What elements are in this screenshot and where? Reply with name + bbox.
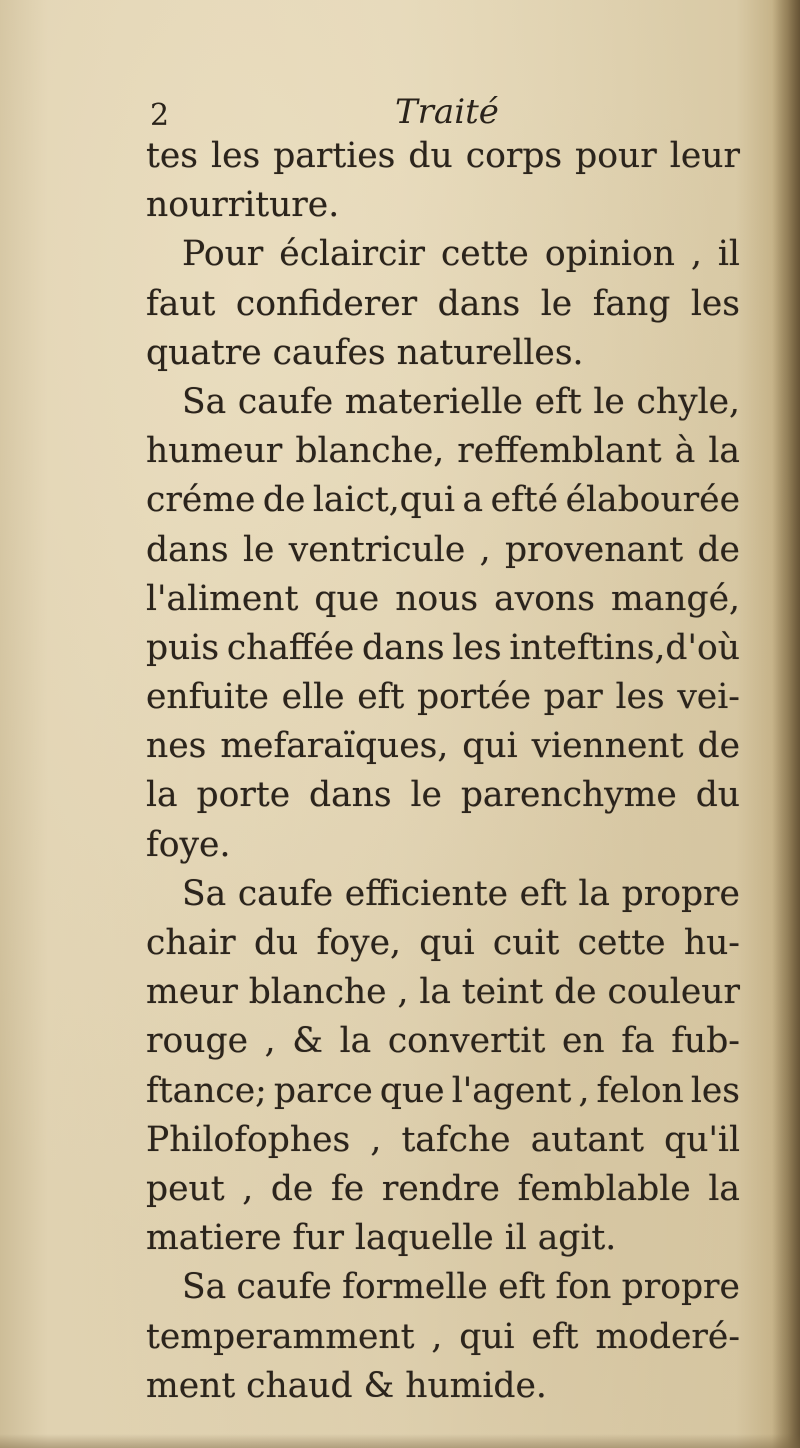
word: de: [270, 1168, 314, 1209]
word: ,: [431, 1316, 443, 1357]
text-line: [146, 624, 740, 673]
word: la: [708, 1168, 740, 1209]
word: le: [540, 283, 573, 324]
text-line: [146, 1067, 740, 1116]
word: le: [242, 529, 275, 570]
binding-gutter: [772, 0, 800, 1448]
word: propre: [621, 1267, 740, 1308]
text-line-content: matiere fur laquelle il agit.: [146, 1218, 617, 1259]
word: le: [410, 775, 442, 816]
word: blanche,: [295, 431, 445, 472]
text-line: [146, 526, 740, 575]
word: portée: [416, 677, 531, 718]
word: eft: [519, 873, 567, 914]
word: du: [695, 775, 740, 816]
text-line: [146, 329, 740, 378]
word: parce: [273, 1070, 373, 1111]
text-line-content: nourriture.: [146, 185, 340, 226]
word: qui: [459, 1316, 515, 1357]
word: fang: [592, 283, 671, 324]
word: dans: [146, 529, 229, 570]
text-line: [146, 1362, 740, 1411]
word: moderé-: [595, 1316, 740, 1357]
word: de: [697, 529, 740, 570]
text-line: [146, 1017, 740, 1066]
word: les: [615, 677, 665, 718]
word: hu-: [683, 923, 740, 963]
word: ,: [397, 972, 409, 1013]
text-line: [146, 1165, 740, 1214]
body-text: [146, 132, 740, 1411]
word: &: [292, 1021, 323, 1062]
word: que: [379, 1070, 445, 1111]
text-line: [146, 476, 740, 525]
text-line: [146, 673, 740, 722]
word: ,: [479, 529, 491, 570]
text-line: [146, 870, 740, 919]
word: créme: [146, 480, 256, 521]
word: ventricule: [288, 529, 466, 570]
word: la: [339, 1021, 372, 1062]
text-line: [146, 181, 740, 230]
word: couleur: [607, 972, 740, 1013]
word: les: [211, 136, 261, 176]
word: corps: [465, 136, 563, 176]
word: rouge: [146, 1021, 248, 1062]
word: inteftins,d'où: [509, 627, 740, 668]
word: propre: [621, 873, 740, 914]
word: humeur: [146, 431, 283, 472]
word: viennent: [531, 726, 684, 767]
word: autant: [530, 1119, 645, 1160]
word: convertit: [387, 1021, 546, 1062]
word: confiderer: [235, 283, 418, 324]
word: opinion: [544, 234, 675, 275]
word: elle: [281, 677, 345, 718]
text-line-content: quatre caufes naturelles.: [146, 332, 584, 373]
text-line-content: ment chaud & humide.: [146, 1365, 547, 1406]
word: ftance;: [146, 1070, 267, 1111]
text-line: [146, 722, 740, 771]
word: fe: [331, 1168, 365, 1209]
word: dans: [437, 283, 521, 324]
word: efficiente: [344, 873, 509, 914]
word: la: [708, 431, 740, 472]
word: la: [419, 972, 451, 1013]
word: eft: [357, 677, 405, 718]
word: ,: [370, 1119, 382, 1160]
word: provenant: [504, 529, 684, 570]
text-line: [146, 821, 740, 870]
word: ,: [690, 234, 702, 275]
text-line: [146, 1116, 740, 1165]
word: dans: [309, 775, 392, 816]
word: nous: [395, 578, 479, 619]
word: pour: [575, 136, 657, 176]
word: leur: [669, 136, 740, 176]
word: élabourée: [565, 480, 740, 521]
word: que: [314, 578, 380, 619]
text-line: [146, 1263, 740, 1312]
word: rendre: [381, 1168, 500, 1209]
word: porte: [196, 775, 291, 816]
word: chaffée: [226, 627, 355, 668]
word: temperamment: [146, 1316, 415, 1357]
word: ,: [242, 1168, 254, 1209]
word: qui: [462, 726, 518, 767]
word: cuit: [492, 923, 560, 963]
word: caufe: [236, 1267, 332, 1308]
text-line: [146, 378, 740, 427]
word: tafche: [401, 1119, 511, 1160]
word: de: [697, 726, 740, 767]
word: nes: [146, 726, 207, 767]
word: mefaraïques,: [220, 726, 449, 767]
word: dans: [362, 627, 445, 668]
text-line: [146, 575, 740, 624]
word: les: [452, 627, 502, 668]
word: caufe: [237, 381, 334, 422]
word: de: [554, 972, 597, 1013]
text-line: [146, 427, 740, 476]
word: cette: [577, 923, 666, 963]
word: Sa: [182, 381, 227, 422]
word: les: [690, 1070, 740, 1111]
word: éclaircir: [279, 234, 425, 275]
word: cette: [440, 234, 529, 275]
word: femblable: [517, 1168, 691, 1209]
word: parties: [273, 136, 396, 176]
running-title: Traité: [395, 92, 499, 132]
word: blanche: [248, 972, 387, 1013]
word: materielle: [344, 381, 523, 422]
word: eft: [531, 1316, 579, 1357]
word: parenchyme: [460, 775, 677, 816]
word: il: [717, 234, 740, 275]
word: ,: [264, 1021, 276, 1062]
word: caufe: [237, 873, 334, 914]
word: les: [690, 283, 740, 324]
word: l'agent: [451, 1070, 572, 1111]
word: par: [543, 677, 603, 718]
page-number: 2: [150, 98, 170, 133]
word: Philofophes: [146, 1119, 351, 1160]
word: fa: [621, 1021, 655, 1062]
text-line: [146, 919, 740, 968]
page-bottom-edge: [0, 1434, 800, 1448]
word: du: [253, 923, 299, 963]
text-line: [146, 1214, 740, 1263]
word: puis: [146, 627, 220, 668]
word: vei-: [677, 677, 740, 718]
word: avons: [494, 578, 595, 619]
word: mangé,: [610, 578, 740, 619]
text-line: [146, 230, 740, 279]
word: formelle: [342, 1267, 488, 1308]
word: Pour: [182, 234, 264, 275]
page-header: [150, 92, 710, 136]
word: laict,qui: [312, 480, 456, 521]
word: peut: [146, 1168, 225, 1209]
text-line: [146, 968, 740, 1017]
word: enfuite: [146, 677, 269, 718]
word: fon: [555, 1267, 612, 1308]
word: teint: [461, 972, 544, 1013]
text-line: [146, 771, 740, 820]
word: tes: [146, 136, 198, 176]
word: eft: [498, 1267, 546, 1308]
word: ,: [578, 1070, 590, 1111]
word: Sa: [182, 1267, 227, 1308]
word: Sa: [182, 873, 227, 914]
text-line: [146, 1313, 740, 1362]
word: la: [578, 873, 610, 914]
word: de: [262, 480, 306, 521]
word: qui: [419, 923, 475, 963]
word: à: [674, 431, 696, 472]
word: en: [561, 1021, 605, 1062]
word: chyle,: [636, 381, 740, 422]
word: faut: [146, 283, 216, 324]
word: l'aliment: [146, 578, 299, 619]
word: fub-: [671, 1021, 740, 1062]
word: chair: [146, 923, 236, 963]
word: efté: [490, 480, 559, 521]
text-line-content: foye.: [146, 824, 231, 865]
word: a: [462, 480, 484, 521]
word: reffemblant: [457, 431, 662, 472]
word: felon: [596, 1070, 684, 1111]
word: qu'il: [664, 1119, 740, 1160]
word: la: [146, 775, 178, 816]
word: le: [593, 381, 625, 422]
word: du: [408, 136, 453, 176]
word: meur: [146, 972, 238, 1013]
text-line: [146, 132, 740, 181]
word: eft: [534, 381, 582, 422]
text-line: [146, 280, 740, 329]
word: foye,: [316, 923, 401, 963]
